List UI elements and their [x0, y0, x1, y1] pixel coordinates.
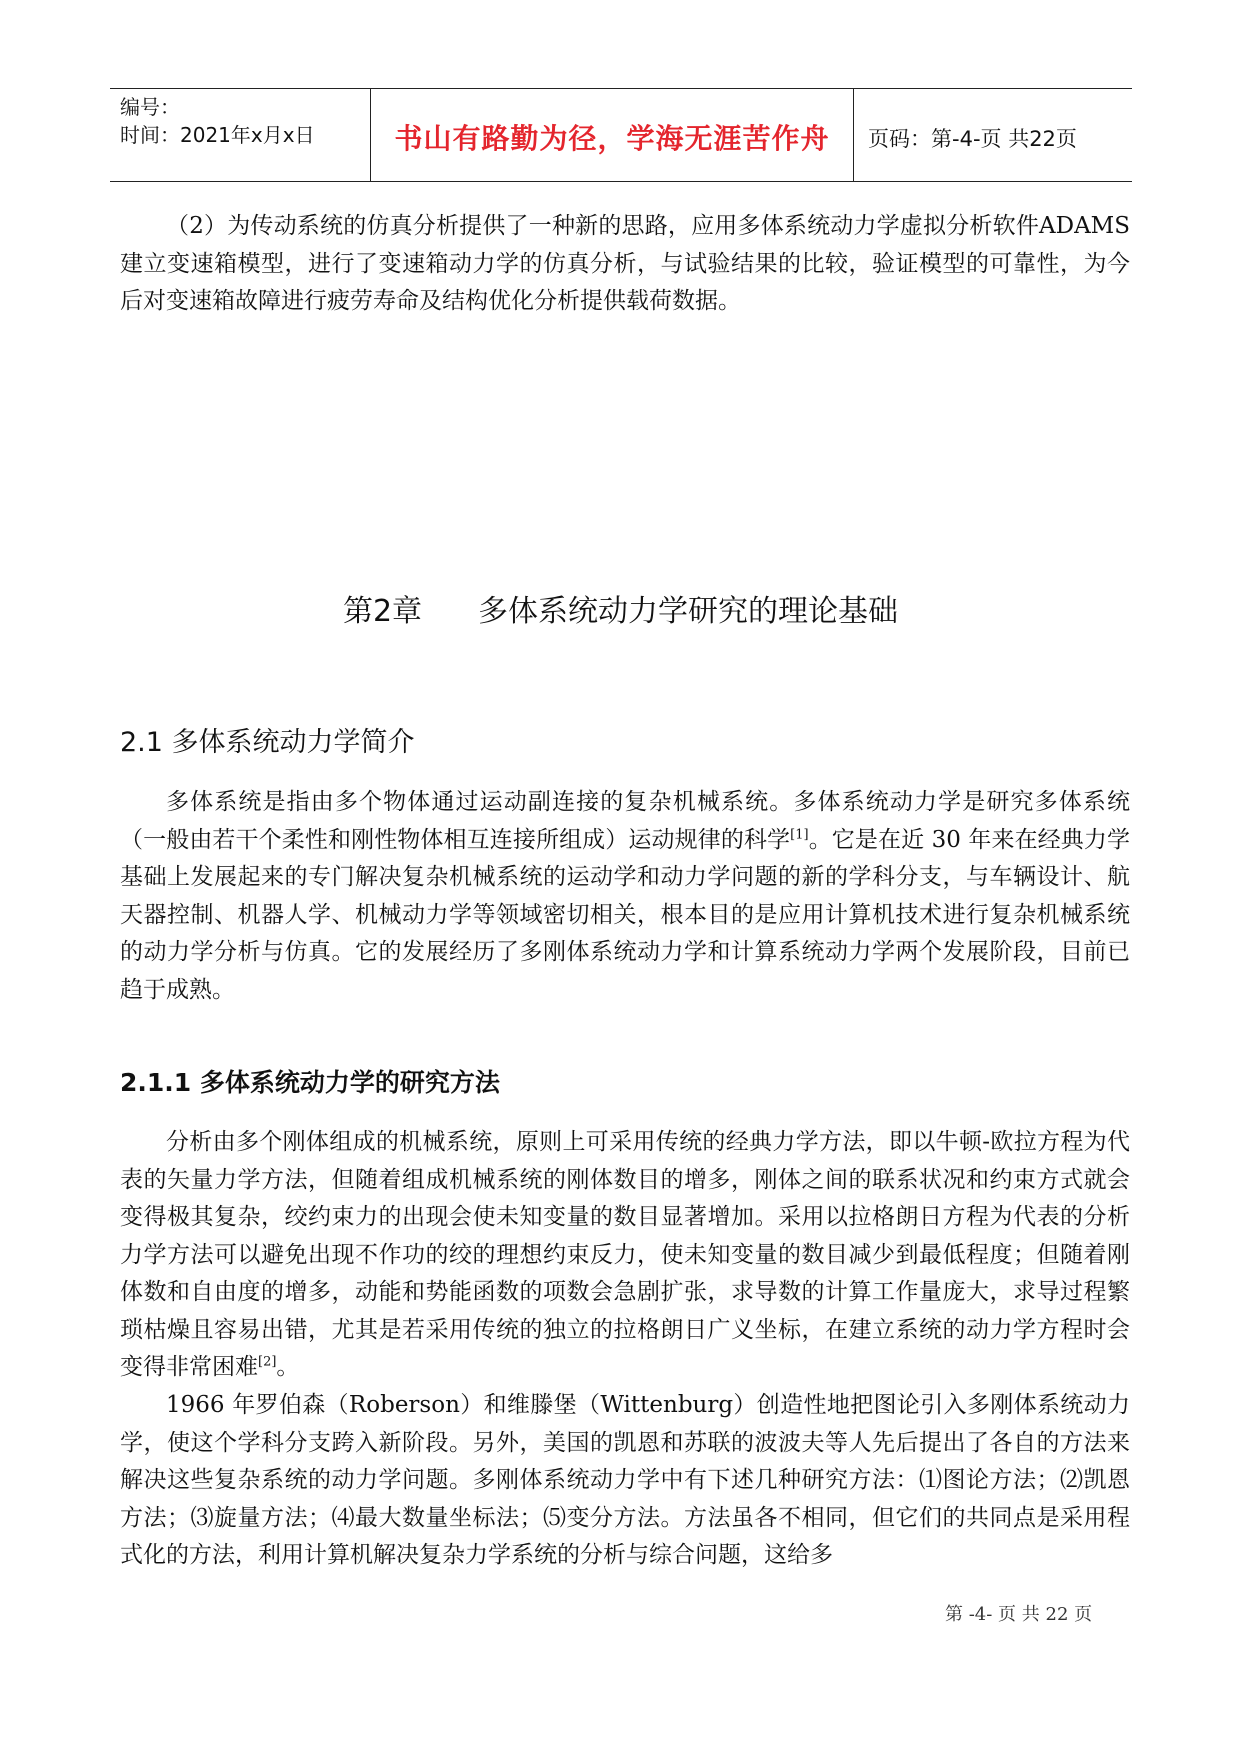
header-page-label: 页码：第-4-页 共22页 — [868, 127, 1077, 151]
subsection-paragraph — [120, 1124, 1130, 1387]
page-footer: 第 -4- 页 共 22 页 — [945, 1604, 1093, 1625]
header-time-label: 时间：2021年x月x日 — [120, 123, 315, 147]
paragraph-text: 。 — [276, 1354, 300, 1380]
citation: [2] — [258, 1354, 277, 1370]
intro-paragraph: （2）为传动系统的仿真分析提供了一种新的思路，应用多体系统动力学虚拟分析软件ADAMS 建立变速箱模型，进行了变速箱动力学的仿真分析，与试验结果的比较，验证模型的可靠性，为今后对变速箱故障进行疲劳寿命及结构优化分析提供载荷数据。 — [120, 213, 1130, 314]
citation: [1] — [790, 826, 809, 842]
paragraph-text: 多体系统是指由多个物体通过运动副连接的复杂机械系统。多体系统动力学是研究多体系统（一般由若干个柔性和刚性物体相互连接所组成）运动规律的科学 — [120, 789, 1130, 853]
header-number-label: 编号： — [120, 95, 180, 119]
subsection-paragraph-2: 1966 年罗伯森（Roberson）和维滕堡（Wittenburg）创造性地把图论引入多刚体系统动力学，使这个学科分支跨入新阶段。另外，美国的凯恩和苏联的波波夫等人先后提出了各自的方法来解决这些复杂系统的动力学问题。多刚体系统动力学中有下述几种研究方法：⑴图论方法；⑵凯恩方法；⑶旋量方法；⑷最大数量坐标法；⑸变分方法。方法虽各不相同，但它们的共同点是采用程式化的方法，利用计算机解决复杂力学系统的分析与综合问题，这给多 — [120, 1392, 1130, 1568]
section-paragraph — [120, 784, 1130, 1009]
paragraph-text: 分析由多个刚体组成的机械系统，原则上可采用传统的经典力学方法，即以牛顿-欧拉方程为代表的矢量力学方法，但随着组成机械系统的刚体数目的增多，刚体之间的联系状况和约束方式就会变得极其复杂，绞约束力的出现会使未知变量的数目显著增加。采用以拉格朗日方程为代表的分析力学方法可以避免出现不作功的绞的理想约束反力，使未知变量的数目减少到最低程度；但随着刚体数和自由度的增多，动能和势能函数的项数会急剧扩张，求导数的计算工作量庞大，求导过程繁琐枯燥且容易出错，尤其是若采用传统的独立的拉格朗日广义坐标，在建立系统的动力学方程时会变得非常困难 — [120, 1129, 1130, 1380]
section-heading: 2.1 多体系统动力学简介 — [120, 727, 415, 758]
header-divider — [370, 89, 371, 181]
chapter-title: 多体系统动力学研究的理论基础 — [478, 594, 899, 629]
chapter-number: 第2章 — [342, 594, 423, 629]
chapter-heading — [0, 586, 1241, 630]
page-header — [110, 88, 1132, 182]
header-divider — [853, 89, 854, 181]
header-motto: 书山有路勤为径，学海无涯苦作舟 — [394, 122, 830, 155]
subsection-heading: 2.1.1 多体系统动力学的研究方法 — [120, 1068, 500, 1097]
paragraph-text: 。它是在近 30 年来在经典力学基础上发展起来的专门解决复杂机械系统的运动学和动力学问题的新的学科分支，与车辆设计、航天器控制、机器人学、机械动力学等领域密切相关，根本目的是应用计算机技术进行复杂机械系统的动力学分析与仿真。它的发展经历了多刚体系统动力学和计算系统动力学两个发展阶段，目前已趋于成熟。 — [120, 826, 1131, 1003]
